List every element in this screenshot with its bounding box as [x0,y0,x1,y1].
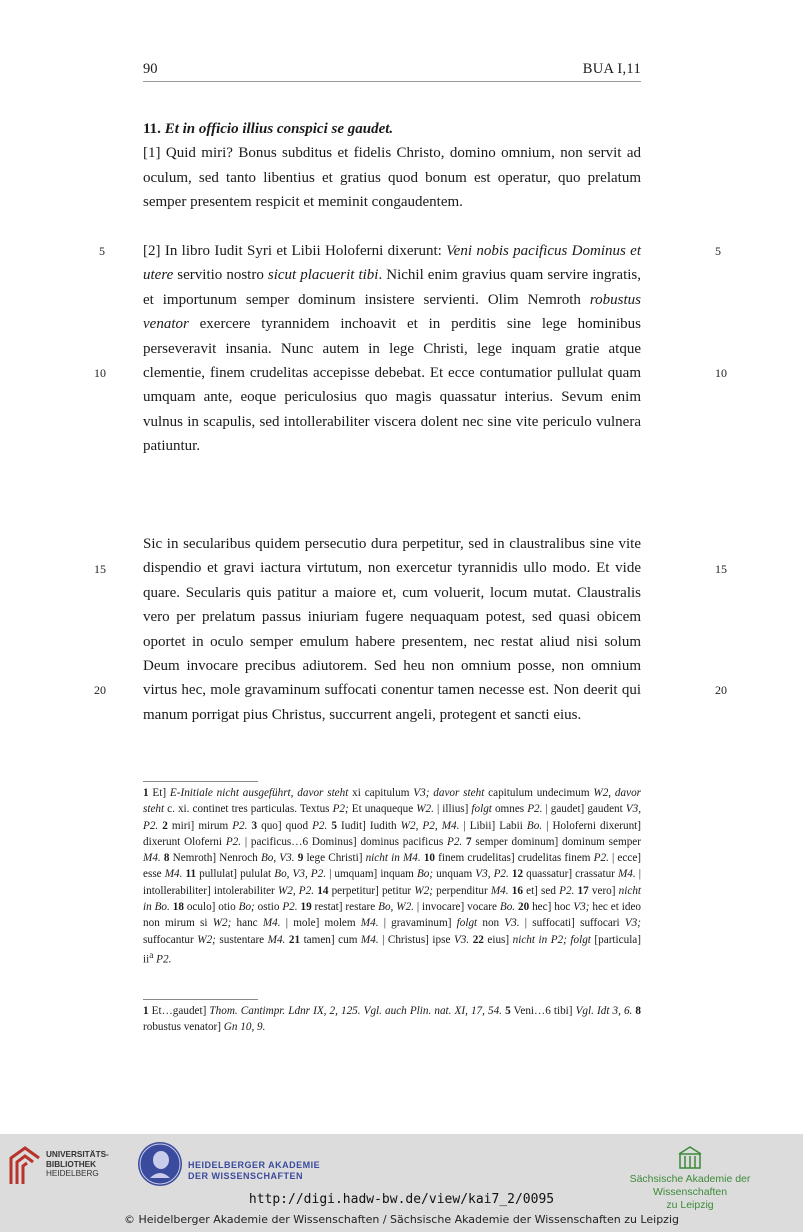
paragraph-2 [143,239,641,459]
italic-run: robustus venator [143,291,641,333]
apparatus-line-ref: 11 [185,868,197,881]
text-run: Veni…6 tibi] [510,1005,576,1017]
italic-run: M4. [143,852,161,865]
italic-run: Vgl. Idt 3, 6. [575,1005,633,1017]
chapter-title-text: Et in officio illius conspici se gaudet. [164,121,394,137]
text-run: hanc [231,917,263,930]
italic-run: V3, P2. [143,803,642,832]
text-run: non [477,917,505,930]
text-run: Nemroth] Nenroch [169,852,261,865]
italic-run: M4. [360,917,379,930]
text-run: perpetitur] petitur [328,884,415,897]
text-run: | mole] molem [280,917,361,930]
text-run: | gravaminum] [378,917,457,930]
apparatus-line-ref: 12 [511,868,524,881]
italic-run: M4. [267,933,286,946]
ub-logo-text [46,1150,109,1179]
italic-run: nicht in M4. [365,852,421,865]
line-number-right-10: 10 [715,366,727,380]
text-run: | ecce] esse [143,852,642,881]
paragraph-3 [143,532,641,727]
line-number-left-5: 5 [99,244,105,258]
text-run: | pacificus…6 Dominus] dominus pacificus [241,835,447,848]
italic-run: P2. [593,852,609,865]
hadw-line-1: HEIDELBERGER AKADEMIE [188,1160,321,1170]
italic-run: P2. [282,901,298,914]
italic-run: nicht in P2; folgt [512,933,591,946]
text-run: servitio nostro [173,267,268,284]
apparatus-line-ref: 7 [466,835,472,848]
copyright-notice: © Heidelberger Akademie der Wissenschaften / Sächsische Akademie der Wissenschaften zu Leipzig [123,1213,679,1226]
paragraph-1 [143,141,641,214]
apparatus-line-ref: 5 [331,819,337,832]
page-number: 90 [143,61,158,77]
text-run: quo] quod [257,819,313,832]
italic-run: Veni nobis pacificus Dominus et utere [143,243,641,284]
critical-apparatus [143,785,641,968]
saw-building-icon [677,1144,703,1170]
text-run: Et unaqueque [348,803,417,816]
text-run: pullulat] pululat [196,868,275,881]
text-run: vero] [588,884,619,897]
apparatus-rule [143,781,258,782]
text-run: | intollerabiliter] intolerabiliter [143,868,641,897]
text-run: capitulum undecimum [484,787,594,799]
italic-run: Bo; [416,868,434,881]
text-run: [particula] ii [143,933,641,966]
italic-run: Bo. [526,819,543,832]
text-run: ostio [254,901,283,914]
text-run: finem crudelitas] crudelitas finem [435,852,594,865]
paragraph-3-block [143,532,641,727]
apparatus-line-ref: 2 [162,819,168,832]
italic-run: V3; [624,917,641,930]
text-run: tamen] cum [300,933,361,946]
line-number-left-20: 20 [94,683,106,697]
text-run: lege Christi] [303,852,366,865]
text-run: robustus venator] [143,1021,224,1034]
apparatus-line-ref: 16 [511,884,523,897]
italic-run: Bo, V3. [260,852,295,865]
text-run: . Nichil enim gravius quam servire ingratis, et importunum semper dominum insistere servienti. Olim Nemroth [143,267,641,308]
italic-run: V3; [573,901,590,914]
italic-run: E-Initiale nicht ausgeführt, davor steht [169,787,349,799]
text-run: semper dominum] dominum semper [471,835,641,848]
text-run: eius] [483,933,513,946]
text-run: xi capitulum [348,787,414,799]
saw-line-1: Sächsische Akademie der Wissenschaften [629,1173,751,1198]
italic-run: W2; [197,933,216,946]
text-run: omnes [491,803,528,816]
italic-run: P2; [332,803,349,816]
ub-line-1: UNIVERSITÄTS- [46,1150,109,1159]
apparatus-line-ref: 9 [297,852,304,865]
italic-run: P2. [156,953,172,966]
line-number-right-5: 5 [715,244,721,258]
italic-run: sicut placuerit tibi [267,267,379,284]
text-run: restat] restare [311,901,379,914]
italic-run: Bo. [499,901,516,914]
italic-run: P2. [559,884,575,897]
italic-run: P2. [225,835,242,848]
italic-run: Gn 10, 9. [223,1021,266,1034]
text-run: unquam [433,868,476,881]
hadw-line-2: DER WISSENSCHAFTEN [188,1170,304,1181]
italic-run: folgt [471,803,492,816]
apparatus-line-ref: 1 [143,787,149,799]
sources-rule [143,999,258,1000]
running-header [143,61,641,82]
italic-run: Thom. Cantimpr. Ldnr IX, 2, 125. Vgl. auch Plin. nat. XI, 17, 54. [209,1005,502,1017]
apparatus-line-ref: 14 [317,884,329,897]
italic-run: P2. [232,819,248,832]
text-run: suffocantur [143,933,198,946]
italic-run: Bo; [238,901,255,914]
italic-run: folgt [456,917,478,930]
apparatus-line-ref: 22 [472,933,484,946]
chapter-block [143,117,641,215]
apparatus-line-ref: 10 [423,852,436,865]
chapter-number: 11. [143,121,161,137]
ub-logo-icon [8,1144,42,1186]
apparatus-line-ref: 18 [172,901,184,914]
italic-run: nicht in Bo. [143,884,642,914]
text-run: quassatur] crassatur [523,868,618,881]
text-run: a [149,950,154,961]
italic-run: W2; [212,917,232,930]
apparatus-line-ref: 20 [518,901,530,914]
apparatus-line-ref: 5 [505,1005,511,1017]
text-run: perpenditur [432,884,491,897]
apparatus-line-ref: 3 [251,819,258,832]
text-run: | invocare] vocare [413,901,500,914]
text-run: | suffocati] suffocari [519,917,625,930]
text-run: [1] Quid miri? Bonus subditus et fidelis Christo, domino omnium, non servit ad oculum, sed tanto libentius et gratius quod bonum est operatur, quo prelatum semper presentem respicit et meminit congaudentem. [143,145,641,211]
text-run: Iudit] Iudith [336,819,401,832]
italic-run: Bo, V3, P2. [274,868,327,881]
saw-line-2: zu Leipzig [666,1199,714,1211]
text-run: oculo] otio [183,901,239,914]
italic-run: V3. [453,933,470,946]
italic-run: V3, P2. [475,868,509,881]
apparatus-line-ref: 21 [288,933,301,946]
text-run: Et] [148,787,170,799]
italic-run: M4. [164,868,183,881]
italic-run: P2. [527,803,543,816]
italic-run: P2. [446,835,463,848]
text-run: | illius] [433,803,472,816]
text-run: | Libii] Labii [459,819,527,832]
text-run: | umquam] inquam [326,868,417,881]
apparatus-line-ref: 19 [300,901,312,914]
apparatus-line-ref: 8 [163,852,170,865]
paragraph-2-block [143,239,641,459]
line-number-right-15: 15 [715,562,727,576]
italic-run: Bo, W2. [378,901,414,914]
line-number-right-20: 20 [715,683,727,697]
italic-run: M4. [490,884,509,897]
italic-run: V3; davor steht [413,787,485,799]
italic-run: M4. [360,933,379,946]
text-run: hec et ideo non mirum si [143,901,642,930]
line-number-left-10: 10 [94,366,106,380]
text-run: hec] hoc [529,901,574,914]
text-run: c. xi. continet tres particulas. Textus [164,803,333,816]
apparatus-line-ref: 8 [635,1005,642,1017]
italic-run: W2. [416,803,434,816]
text-run: exercere tyrannidem inchoavit et in perditis sine lege hominibus perseveravit insania. Nunc autem in lege Christi, lege inquam gratie atque clementie, finem crudelitas accepisse debebat. Et ecce contumatior pullulat quam umquam ante, eoque periculosius quo magis quassatur interius. Sevum enim vulnus in scapulis, sed intollerabiliter viscera dolent nec sine vite periculo vulnera patiuntur. [143,316,641,455]
footer-bar [0,1134,803,1232]
apparatus-line-ref: 17 [577,884,589,897]
text-run: et] sed [522,884,560,897]
text-run: [2] In libro Iudit Syri et Libii Holoferni dixerunt: [143,243,447,259]
italic-run: V3. [504,917,520,930]
italic-run: W2, P2, M4. [400,819,460,832]
source-apparatus [143,1003,641,1036]
ub-line-2: BIBLIOTHEK [46,1159,97,1169]
ub-line-3: HEIDELBERG [46,1169,99,1178]
hadw-logo-text [188,1160,320,1181]
running-title: BUA I,11 [582,61,641,77]
italic-run: W2, P2. [277,884,315,897]
chapter-title [143,117,641,141]
text-run: miri] mirum [167,819,233,832]
text-run: | Holoferni dixerunt] dixerunt Oloferni [143,819,642,848]
apparatus-line-ref: 1 [143,1005,149,1017]
italic-run: W2, davor steht [143,787,642,816]
text-run: Et…gaudet] [148,1005,210,1017]
line-number-left-15: 15 [94,562,106,576]
ub-heidelberg-logo[interactable] [8,1144,118,1188]
text-run: | gaudet] gaudent [542,803,626,816]
italic-run: M4. [617,868,636,881]
italic-run: M4. [262,917,281,930]
text-run: sustentare [215,933,268,946]
text-run: | Christus] ipse [378,933,454,946]
italic-run: P2. [312,819,328,832]
italic-run: W2; [414,884,433,897]
hadw-seal-icon [138,1142,182,1186]
permalink-url[interactable]: http://digi.hadw-bw.de/view/kai7_2/0095 [248,1192,555,1207]
text-run: Sic in secularibus quidem persecutio dura perpetitur, sed in claustralibus sine vite dispendio et gravi iactura virtutum, non exercetur tyrannidis ullo modo. Et vide quare. Secularis quis patitur a maiore et, cum voluerit, locum mutat. Claustralis vero per prelatum passus iniuriam fugere nequaquam potest, sed quasi obicem oportet in oculo semper emulum habere presentem, nec restat aliud nisi solum Deum invocare precibus adiutorem. Sed heu non omnium posse, non omnium virtus hec, mole gravaminum suffocati conentur tamen necesse est. Non deerit qui manum porrigat pius Christus, succurrent angeli, protegent et sancti eius. [143,536,641,723]
